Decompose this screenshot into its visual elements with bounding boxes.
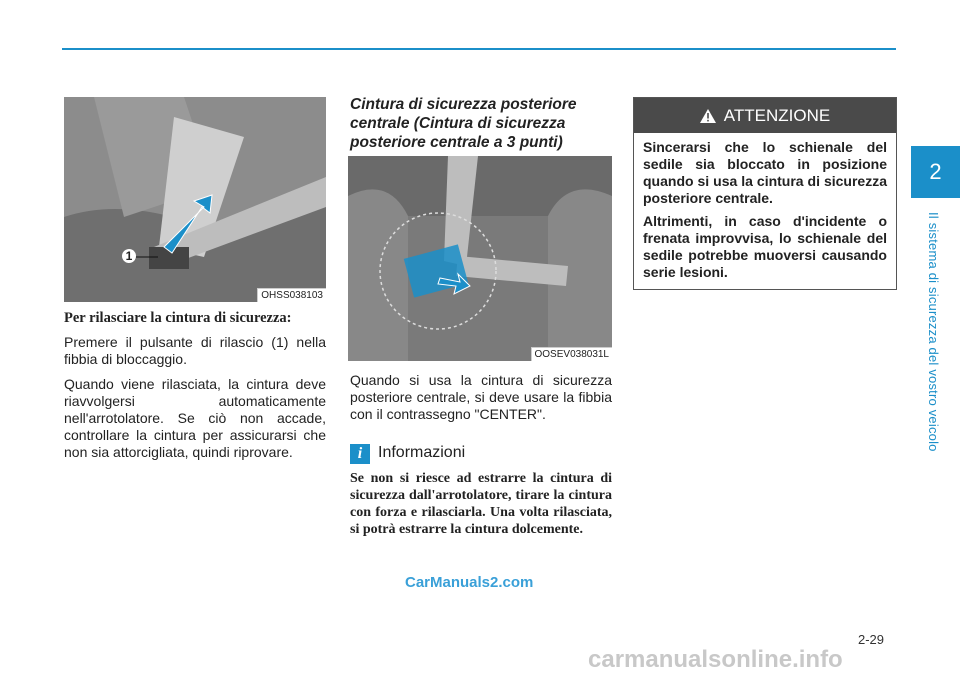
warning-box [633, 97, 897, 290]
top-rule [62, 48, 896, 50]
info-title: Informazioni [378, 444, 466, 461]
center-belt-paragraph: Quando si usa la cintura di sicurezza posteriore centrale, si deve usare la fibbia con il contrassegno "CENTER". [350, 372, 612, 422]
release-heading: Per rilasciare la cintura di sicurezza: [64, 310, 292, 326]
warning-triangle-icon [700, 109, 716, 123]
release-paragraph: Premere il pulsante di rilascio (1) nella fibbia di bloccaggio. [64, 334, 326, 367]
watermark: CarManuals2.com [405, 574, 534, 591]
figure-code: OOSEV038031L [531, 347, 613, 361]
chapter-number-tab: 2 [911, 146, 960, 198]
release-body [64, 334, 326, 469]
seat-belt-release-illustration [64, 97, 326, 302]
warning-header [634, 98, 896, 133]
chapter-title: Il sistema di sicurezza del vostro veicolo [926, 212, 941, 452]
footer-mark: carmanualsonline.info [588, 646, 843, 673]
info-icon: i [350, 444, 370, 464]
seat-belt-release-figure [64, 97, 326, 302]
info-text: Se non si riesce ad estrarre la cintura di sicurezza dall'arrotolatore, tirare la cintura con forza e rilasciarla. Una volta rilasciata, si potrà estrarre la cintura dolcemente. [350, 471, 612, 537]
warning-paragraph: Altrimenti, in caso d'incidente o frenata improvvisa, lo schienale del sedile potrebbe muoversi causando serie lesioni. [643, 213, 887, 280]
page-number: 2-29 [858, 632, 885, 647]
release-paragraph: Quando viene rilasciata, la cintura deve riavvolgersi automaticamente nell'arrotolatore. Se ciò non accade, controllare la cintura per assicurarsi che non sia attorcigliata, quindi riprovare. [64, 376, 326, 460]
warning-paragraph: Sincerarsi che lo schienale del sedile sia bloccato in posizione quando si usa la cintura di sicurezza posteriore centrale. [643, 139, 887, 206]
callout-number: 1 [122, 249, 136, 263]
section-heading: Cintura di sicurezza posteriore centrale (Cintura di sicurezza posteriore centrale a 3 punti) [350, 96, 577, 151]
figure-code: OHSS038103 [257, 288, 326, 302]
rear-center-belt-figure [348, 156, 612, 361]
warning-body [634, 133, 896, 281]
warning-title: ATTENZIONE [723, 105, 831, 125]
rear-center-belt-illustration [348, 156, 612, 361]
